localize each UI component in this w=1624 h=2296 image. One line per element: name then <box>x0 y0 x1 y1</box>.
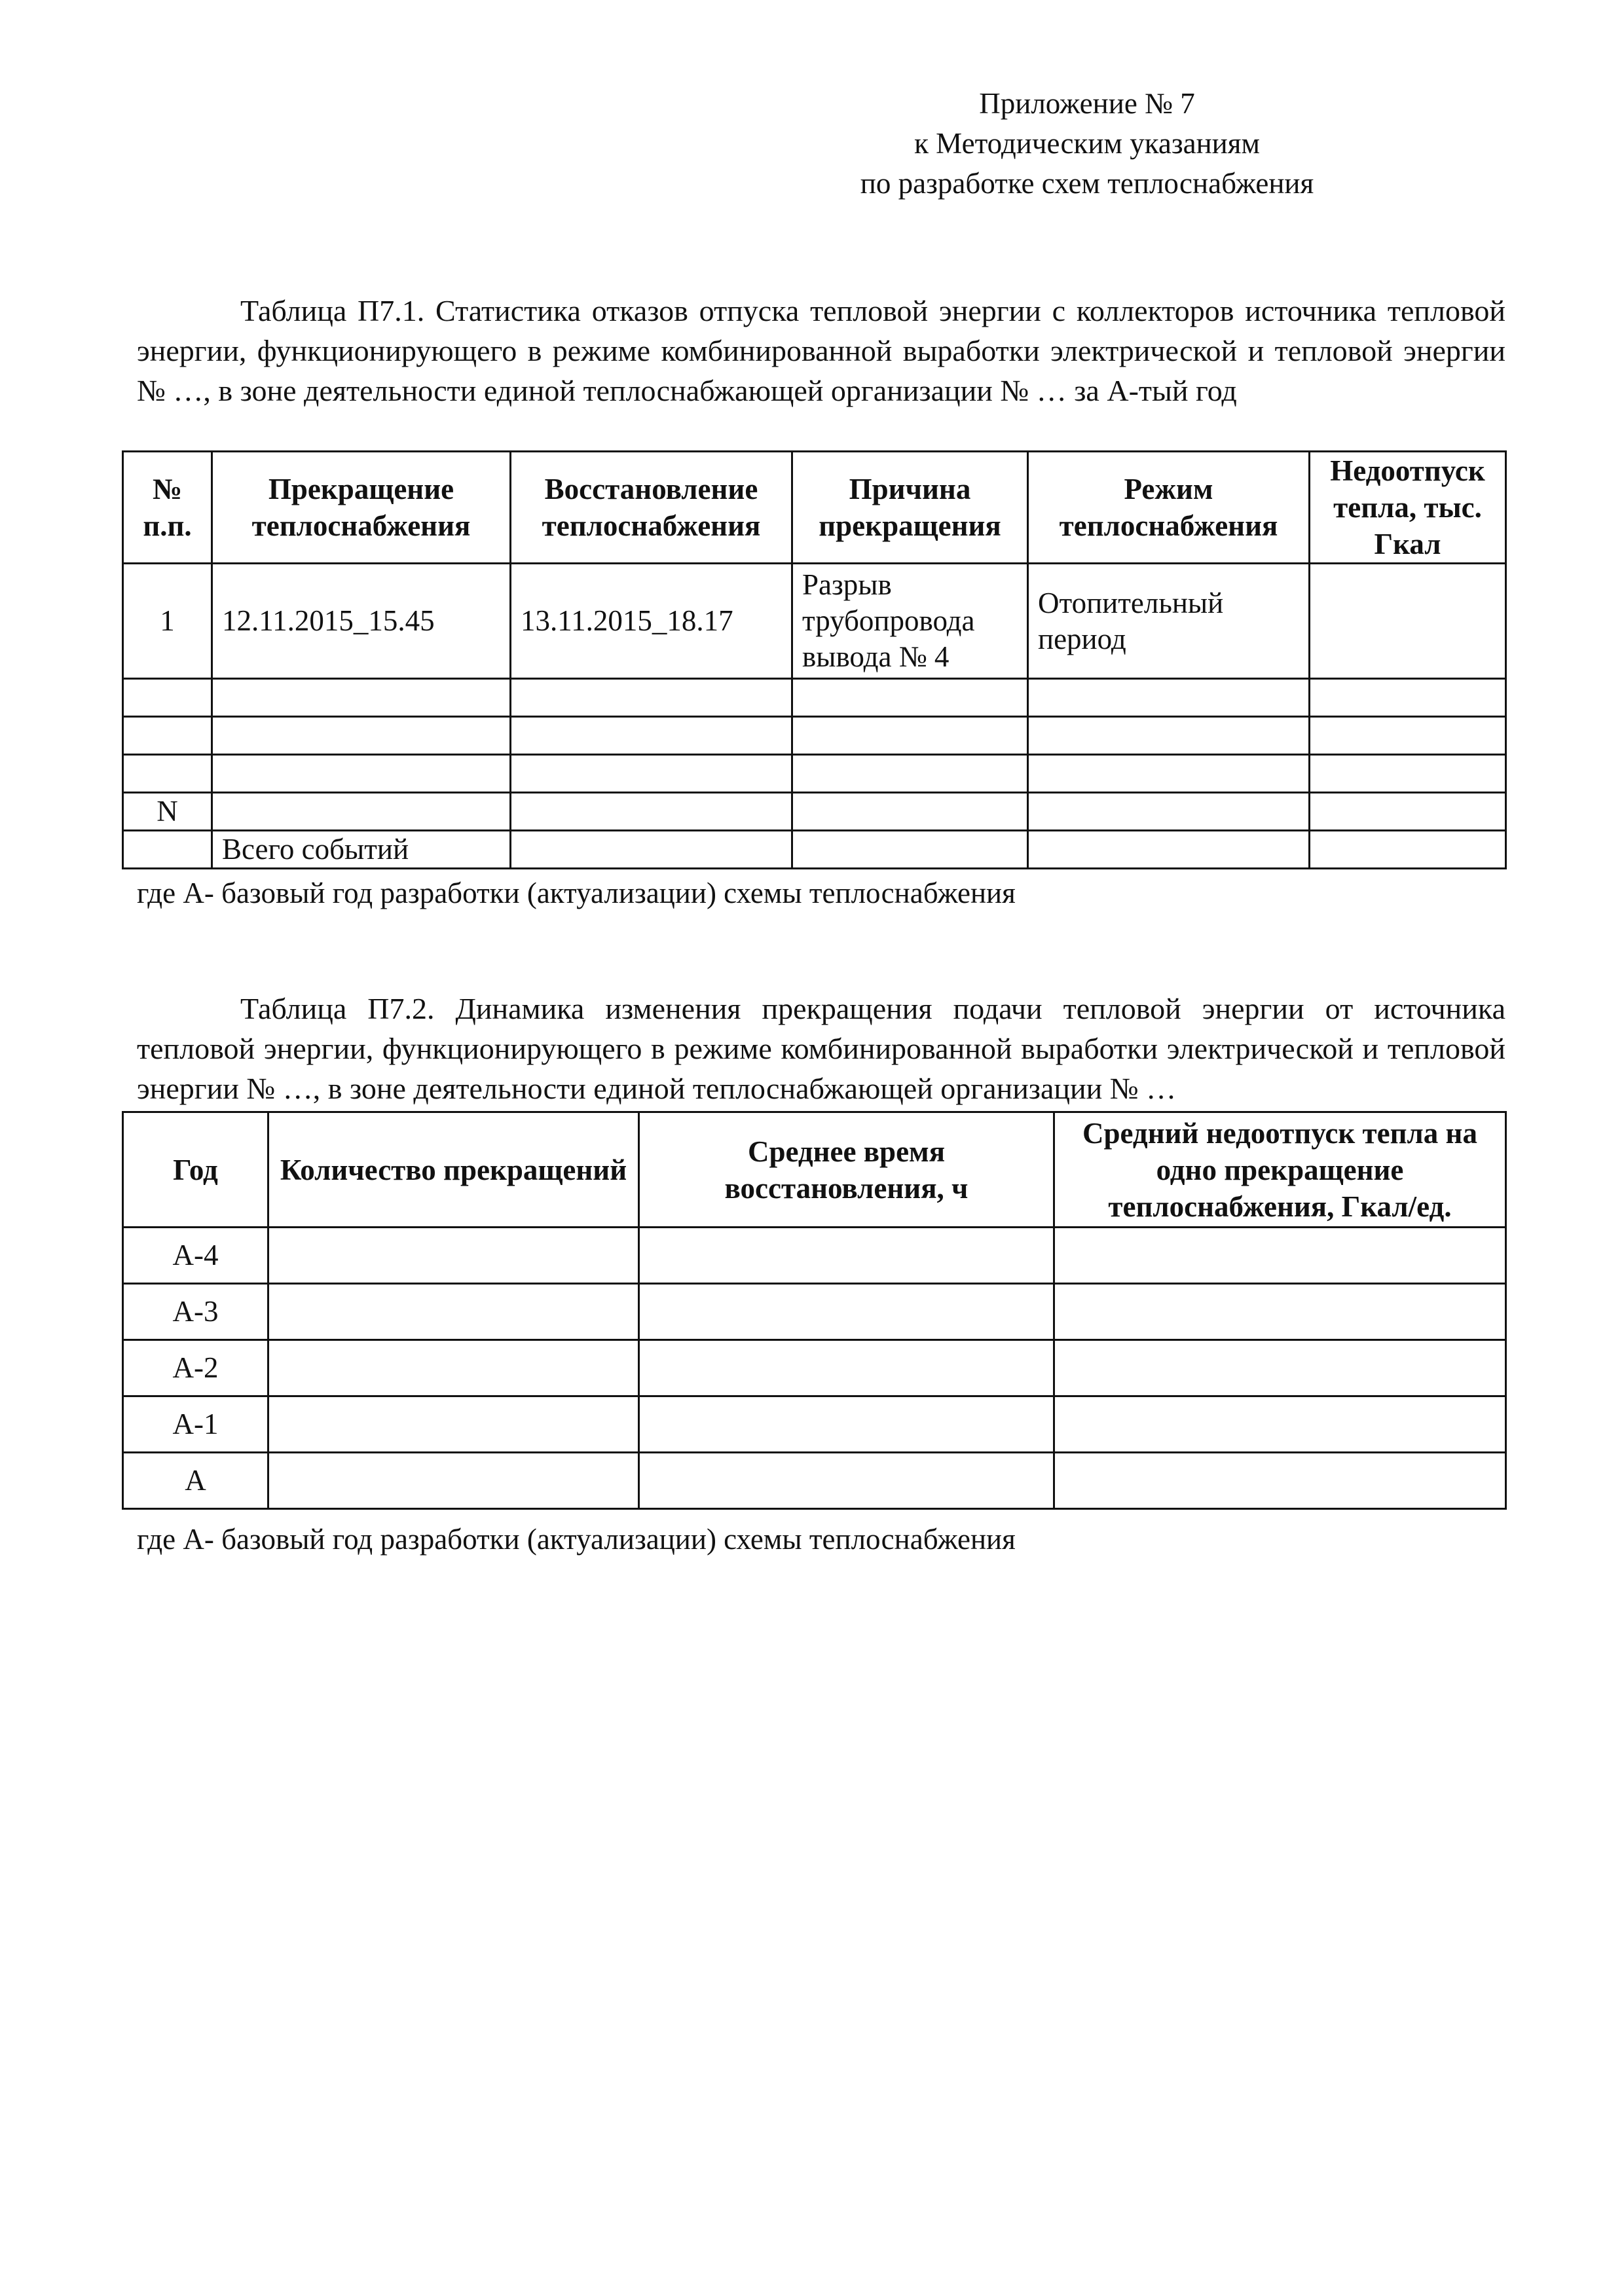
table-header-row <box>123 1112 1506 1228</box>
table-row <box>123 1396 1506 1453</box>
failure-statistics-table <box>122 450 1507 869</box>
empty-cell <box>268 1284 639 1340</box>
table-row <box>123 1340 1506 1396</box>
cell-number: 1 <box>123 564 212 679</box>
col-header-cause: Причина прекращения <box>792 452 1028 564</box>
appendix-header <box>727 84 1447 204</box>
cell-cause: Разрыв трубопровода вывода № 4 <box>792 564 1028 679</box>
empty-cell <box>511 755 792 793</box>
empty-cell <box>792 717 1028 755</box>
cell-restore: 13.11.2015_18.17 <box>511 564 792 679</box>
cell-mode: Отопительный период <box>1028 564 1310 679</box>
empty-cell <box>639 1284 1054 1340</box>
table2-caption: Таблица П7.2. Динамика изменения прекращения подачи тепловой энергии от источника тепловой энергии, функционирующего в режиме комбинированной выработки электрической и тепловой энергии № …, в зоне деятельности единой теплоснабжающей организации № … <box>137 992 1505 1105</box>
table-row <box>123 717 1506 755</box>
table1-note: где А- базовый год разработки (актуализации) схемы теплоснабжения <box>137 877 1016 909</box>
total-events-label: Всего событий <box>212 831 511 869</box>
col-header-year: Год <box>123 1112 268 1228</box>
col-header-mode: Режим теплоснабжения <box>1028 452 1310 564</box>
col-header-avg-shortfall: Средний недоотпуск тепла на одно прекращение теплоснабжения, Гкал/ед. <box>1054 1112 1506 1228</box>
empty-cell <box>511 793 792 831</box>
table-row <box>123 1453 1506 1509</box>
empty-cell <box>1028 755 1310 793</box>
empty-cell <box>639 1228 1054 1284</box>
col-header-avg-restore-time: Среднее время восстановления, ч <box>639 1112 1054 1228</box>
empty-cell <box>1028 793 1310 831</box>
empty-cell <box>792 755 1028 793</box>
empty-cell <box>1310 755 1506 793</box>
empty-cell <box>1028 679 1310 717</box>
cell-number-n: N <box>123 793 212 831</box>
table-header-row <box>123 452 1506 564</box>
empty-cell <box>1310 831 1506 869</box>
empty-cell <box>511 831 792 869</box>
empty-cell <box>268 1340 639 1396</box>
table-row <box>123 1228 1506 1284</box>
empty-cell <box>1054 1228 1506 1284</box>
empty-cell <box>123 755 212 793</box>
table-row <box>123 1284 1506 1340</box>
empty-cell <box>511 679 792 717</box>
col-header-restore: Восстановление теплоснабжения <box>511 452 792 564</box>
empty-cell <box>792 793 1028 831</box>
empty-cell <box>123 831 212 869</box>
cell-year: А-2 <box>123 1340 268 1396</box>
empty-cell <box>511 717 792 755</box>
empty-cell <box>1310 717 1506 755</box>
col-header-number: № п.п. <box>123 452 212 564</box>
table-total-row <box>123 831 1506 869</box>
cell-shortfall <box>1310 564 1506 679</box>
table-row <box>123 755 1506 793</box>
cell-year: А-3 <box>123 1284 268 1340</box>
empty-cell <box>1028 831 1310 869</box>
empty-cell <box>792 831 1028 869</box>
appendix-subtitle-2: по разработке схем теплоснабжения <box>860 167 1314 200</box>
empty-cell <box>268 1453 639 1509</box>
table-row <box>123 679 1506 717</box>
table1-caption: Таблица П7.1. Статистика отказов отпуска тепловой энергии с коллекторов источника тепловой энергии, функционирующего в режиме комбинированной выработки электрической и тепловой энергии № …, в зоне деятельности единой теплоснабжающей организации № … за А-тый год <box>137 294 1505 407</box>
col-header-shortfall: Недоотпуск тепла, тыс. Гкал <box>1310 452 1506 564</box>
empty-cell <box>212 793 511 831</box>
outage-dynamics-table <box>122 1111 1507 1510</box>
empty-cell <box>212 679 511 717</box>
empty-cell <box>123 679 212 717</box>
empty-cell <box>212 717 511 755</box>
table-row <box>123 564 1506 679</box>
empty-cell <box>1054 1396 1506 1453</box>
empty-cell <box>1054 1284 1506 1340</box>
empty-cell <box>1310 793 1506 831</box>
empty-cell <box>639 1453 1054 1509</box>
empty-cell <box>792 679 1028 717</box>
empty-cell <box>268 1396 639 1453</box>
empty-cell <box>1310 679 1506 717</box>
appendix-subtitle: к Методическим указаниям <box>914 127 1260 160</box>
table2-note: где А- базовый год разработки (актуализации) схемы теплоснабжения <box>137 1523 1016 1556</box>
cell-year: А-4 <box>123 1228 268 1284</box>
empty-cell <box>123 717 212 755</box>
col-header-count: Количество прекращений <box>268 1112 639 1228</box>
cell-year: А-1 <box>123 1396 268 1453</box>
empty-cell <box>639 1340 1054 1396</box>
empty-cell <box>1054 1340 1506 1396</box>
table-row-n <box>123 793 1506 831</box>
empty-cell <box>212 755 511 793</box>
col-header-stop: Прекращение теплоснабжения <box>212 452 511 564</box>
empty-cell <box>1054 1453 1506 1509</box>
cell-stop: 12.11.2015_15.45 <box>212 564 511 679</box>
empty-cell <box>639 1396 1054 1453</box>
appendix-number: Приложение № 7 <box>979 87 1195 120</box>
empty-cell <box>1028 717 1310 755</box>
cell-year: А <box>123 1453 268 1509</box>
empty-cell <box>268 1228 639 1284</box>
